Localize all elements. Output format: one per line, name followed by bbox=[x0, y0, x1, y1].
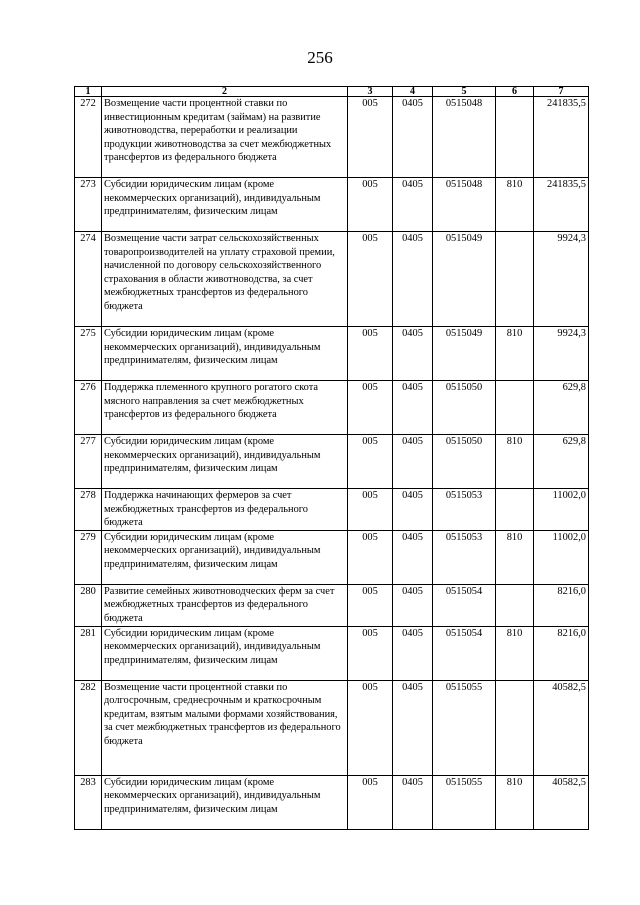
row-name: Развитие семейных животноводческих ферм за счет межбюджетных трансфертов из федерального бюджета bbox=[102, 584, 348, 626]
table-header-row bbox=[75, 87, 589, 97]
row-name: Возмещение части процентной ставки по инвестиционным кредитам (займам) на развитие животноводства, переработки и реализации продукции животноводства за счет межбюджетных трансфертов из федерального бюджета bbox=[102, 97, 348, 178]
row-col-4: 0405 bbox=[393, 232, 433, 327]
row-col-5: 0515049 bbox=[433, 327, 496, 381]
row-col-5: 0515050 bbox=[433, 381, 496, 435]
page-number: 256 bbox=[307, 48, 333, 67]
row-amount: 40582,5 bbox=[534, 775, 589, 829]
row-col-3: 005 bbox=[348, 178, 393, 232]
header-col-7: 7 bbox=[534, 87, 589, 97]
row-col-4: 0405 bbox=[393, 178, 433, 232]
table-row bbox=[75, 178, 589, 232]
row-amount: 11002,0 bbox=[534, 489, 589, 531]
row-col-3: 005 bbox=[348, 680, 393, 775]
row-col-3: 005 bbox=[348, 381, 393, 435]
row-col-5: 0515054 bbox=[433, 626, 496, 680]
header-col-4: 4 bbox=[393, 87, 433, 97]
row-col-5: 0515054 bbox=[433, 584, 496, 626]
table-row bbox=[75, 489, 589, 531]
row-number: 274 bbox=[75, 232, 102, 327]
row-col-4: 0405 bbox=[393, 489, 433, 531]
row-col-6 bbox=[496, 97, 534, 178]
row-amount: 9924,3 bbox=[534, 232, 589, 327]
table-row bbox=[75, 775, 589, 829]
header-col-3: 3 bbox=[348, 87, 393, 97]
row-name: Субсидии юридическим лицам (кроме некоммерческих организаций), индивидуальным предпринимателям, физическим лицам bbox=[102, 178, 348, 232]
row-col-4: 0405 bbox=[393, 775, 433, 829]
row-col-6: 810 bbox=[496, 626, 534, 680]
row-col-4: 0405 bbox=[393, 530, 433, 584]
row-col-5: 0515053 bbox=[433, 530, 496, 584]
row-col-3: 005 bbox=[348, 435, 393, 489]
row-col-5: 0515048 bbox=[433, 97, 496, 178]
row-col-3: 005 bbox=[348, 530, 393, 584]
row-amount: 241835,5 bbox=[534, 178, 589, 232]
row-col-5: 0515055 bbox=[433, 680, 496, 775]
row-number: 283 bbox=[75, 775, 102, 829]
row-col-5: 0515053 bbox=[433, 489, 496, 531]
row-col-6 bbox=[496, 584, 534, 626]
table-row bbox=[75, 97, 589, 178]
row-number: 277 bbox=[75, 435, 102, 489]
header-col-1: 1 bbox=[75, 87, 102, 97]
row-amount: 629,8 bbox=[534, 381, 589, 435]
row-name: Субсидии юридическим лицам (кроме некоммерческих организаций), индивидуальным предпринимателям, физическим лицам bbox=[102, 530, 348, 584]
row-col-6 bbox=[496, 232, 534, 327]
row-name: Субсидии юридическим лицам (кроме некоммерческих организаций), индивидуальным предпринимателям, физическим лицам bbox=[102, 327, 348, 381]
row-col-3: 005 bbox=[348, 232, 393, 327]
row-number: 280 bbox=[75, 584, 102, 626]
row-col-3: 005 bbox=[348, 327, 393, 381]
row-number: 276 bbox=[75, 381, 102, 435]
row-col-4: 0405 bbox=[393, 584, 433, 626]
row-col-5: 0515049 bbox=[433, 232, 496, 327]
table-row bbox=[75, 530, 589, 584]
table-row bbox=[75, 435, 589, 489]
row-col-6: 810 bbox=[496, 327, 534, 381]
row-col-6 bbox=[496, 381, 534, 435]
row-col-4: 0405 bbox=[393, 435, 433, 489]
row-amount: 629,8 bbox=[534, 435, 589, 489]
row-col-3: 005 bbox=[348, 489, 393, 531]
row-col-4: 0405 bbox=[393, 381, 433, 435]
table-row bbox=[75, 381, 589, 435]
row-col-4: 0405 bbox=[393, 626, 433, 680]
row-amount: 241835,5 bbox=[534, 97, 589, 178]
row-col-4: 0405 bbox=[393, 680, 433, 775]
header-col-6: 6 bbox=[496, 87, 534, 97]
table-row bbox=[75, 232, 589, 327]
row-amount: 9924,3 bbox=[534, 327, 589, 381]
table-row bbox=[75, 680, 589, 775]
row-col-3: 005 bbox=[348, 97, 393, 178]
row-name: Поддержка начинающих фермеров за счет межбюджетных трансфертов из федерального бюджета bbox=[102, 489, 348, 531]
row-amount: 8216,0 bbox=[534, 584, 589, 626]
row-number: 272 bbox=[75, 97, 102, 178]
header-col-5: 5 bbox=[433, 87, 496, 97]
row-col-5: 0515055 bbox=[433, 775, 496, 829]
table-row bbox=[75, 584, 589, 626]
table-row bbox=[75, 327, 589, 381]
row-col-3: 005 bbox=[348, 626, 393, 680]
row-name: Возмещение части процентной ставки по долгосрочным, среднесрочным и краткосрочным кредитам, взятым малыми формами хозяйствования, за счет межбюджетных трансфертов из федерального бюджета bbox=[102, 680, 348, 775]
row-col-6: 810 bbox=[496, 530, 534, 584]
budget-table bbox=[74, 86, 589, 830]
row-col-5: 0515048 bbox=[433, 178, 496, 232]
row-col-4: 0405 bbox=[393, 327, 433, 381]
row-col-4: 0405 bbox=[393, 97, 433, 178]
row-amount: 8216,0 bbox=[534, 626, 589, 680]
row-number: 281 bbox=[75, 626, 102, 680]
row-col-6: 810 bbox=[496, 435, 534, 489]
row-col-6 bbox=[496, 489, 534, 531]
row-col-6: 810 bbox=[496, 178, 534, 232]
row-col-3: 005 bbox=[348, 584, 393, 626]
row-number: 279 bbox=[75, 530, 102, 584]
row-amount: 11002,0 bbox=[534, 530, 589, 584]
row-col-3: 005 bbox=[348, 775, 393, 829]
row-number: 282 bbox=[75, 680, 102, 775]
row-name: Субсидии юридическим лицам (кроме некоммерческих организаций), индивидуальным предпринимателям, физическим лицам bbox=[102, 435, 348, 489]
row-number: 275 bbox=[75, 327, 102, 381]
row-col-5: 0515050 bbox=[433, 435, 496, 489]
row-name: Поддержка племенного крупного рогатого скота мясного направления за счет межбюджетных трансфертов из федерального бюджета bbox=[102, 381, 348, 435]
row-amount: 40582,5 bbox=[534, 680, 589, 775]
row-col-6: 810 bbox=[496, 775, 534, 829]
row-number: 273 bbox=[75, 178, 102, 232]
row-name: Возмещение части затрат сельскохозяйственных товаропроизводителей на уплату страховой премии, начисленной по договору сельскохозяйственного страхования в области животноводства, за счет межбюджетных трансфертов из федерального бюджета bbox=[102, 232, 348, 327]
row-name: Субсидии юридическим лицам (кроме некоммерческих организаций), индивидуальным предпринимателям, физическим лицам bbox=[102, 626, 348, 680]
row-name: Субсидии юридическим лицам (кроме некоммерческих организаций), индивидуальным предпринимателям, физическим лицам bbox=[102, 775, 348, 829]
row-col-6 bbox=[496, 680, 534, 775]
table-row bbox=[75, 626, 589, 680]
header-col-2: 2 bbox=[102, 87, 348, 97]
row-number: 278 bbox=[75, 489, 102, 531]
